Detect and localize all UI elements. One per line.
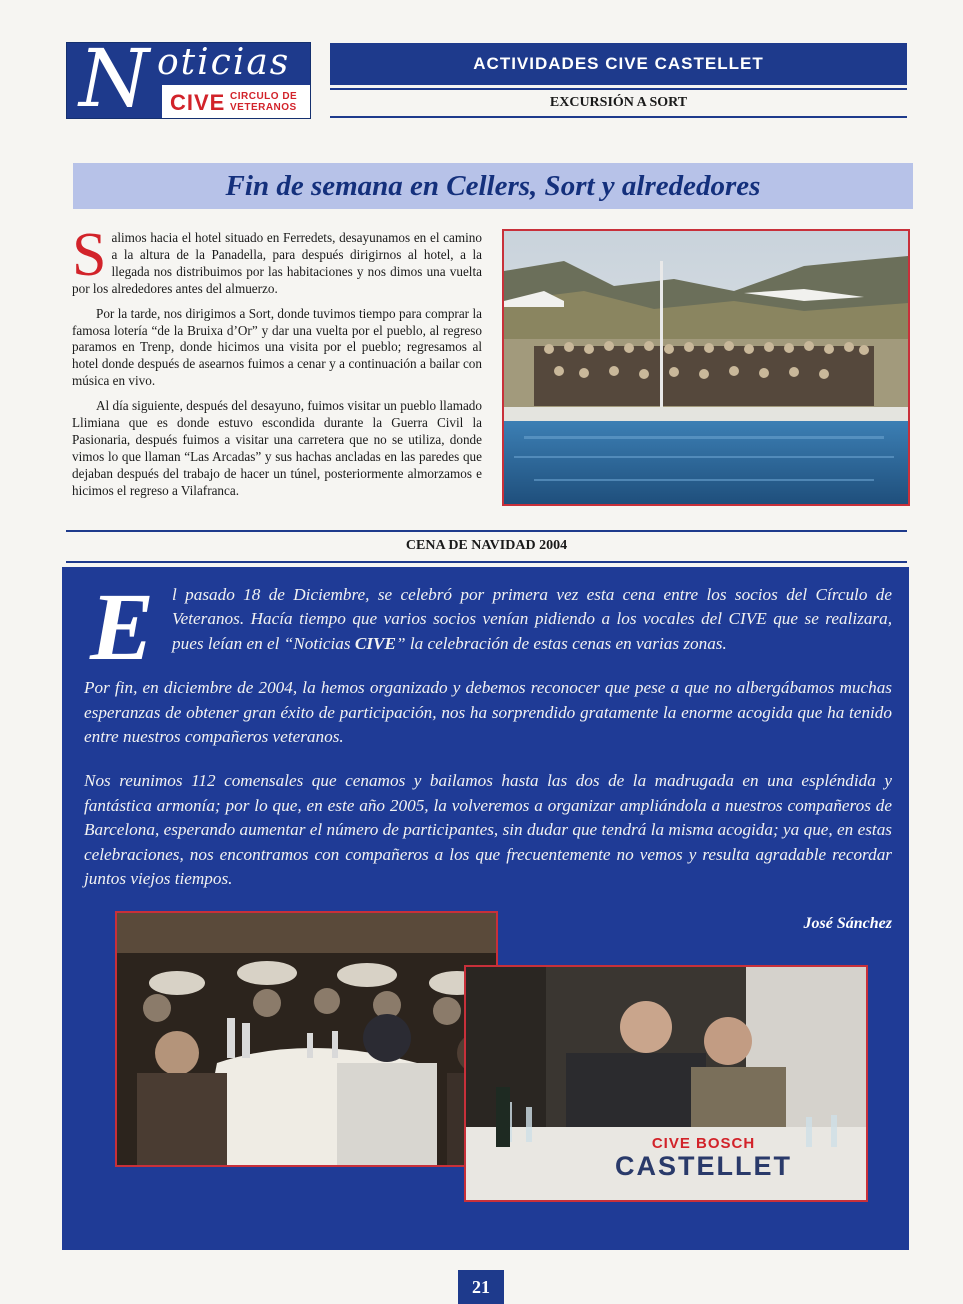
drop-cap-e: E [90,573,155,680]
christmas-article-body [84,573,892,911]
logo-brand: CIVE [170,90,226,115]
couple-photo [464,965,868,1202]
christmas-paragraph-1-text-b: ” la celebración de estas cenas en varias zonas. [395,633,727,653]
article-author: José Sánchez [803,915,892,932]
page-number: 21 [458,1270,504,1304]
article-paragraph-2: Por la tarde, nos dirigimos a Sort, donde tuvimos tiempo para comprar la famosa lotería “de la Bruixa d’Or” y dar una vuelta por el pueblo, al regreso paramos en Trenp, donde hicimos una visita por el pueblo; regresamos al hotel donde después de asearnos fuimos a cenar y a continuación a bailar con música en vivo. [72,305,482,389]
article-paragraph-1 [72,221,482,298]
logo-wordmark: oticias [157,42,291,83]
section-header: ACTIVIDADES CIVE CASTELLET [330,43,907,85]
section-label-christmas: CENA DE NAVIDAD 2004 [405,538,568,553]
drop-cap: S [72,221,107,289]
article-body [72,221,482,508]
logo-brand-sub-2: VETERANOS [230,102,297,113]
group-photo-pool [502,229,910,506]
table-sign [591,1135,816,1180]
section-divider-bottom [66,561,907,563]
logo-brand-sub-1: CIRCULO DE [230,91,298,102]
logo-subbox [162,85,310,118]
article-title-band [73,163,913,209]
paragraph-1-text: alimos hacia el hotel situado en Ferredets, desayunamos en el camino a la altura de la Panadella, para después dirigirnos al hotel, a la llegada nos distribuimos por las habitaciones y nos dimos una vuelta por los alrededores antes del almuerzo. [72,230,482,296]
table-sign-bottom: CASTELLET [615,1151,792,1181]
christmas-paragraph-3: Nos reunimos 112 comensales que cenamos y bailamos hasta las dos de la madrugada en una espléndida y fantástica armonía; por lo que, en este año 2005, la volveremos a organizar ampliándola a nuestros compañeros de Barcelona, esperando aumentar el número de participantes, sin dudar que tendrá la misma acogida; ya que, en estas celebraciones, nos encontramos con compañeros a los que frecuentemente no vemos y resulta agradable recordar juntos viejos tiempos. [84,771,892,889]
christmas-paragraph-1-text-a: l pasado 18 de Diciembre, se celebró por primera vez esta cena entre los socios del Círculo de Veteranos. Hacía tiempo que varios socios venían pidiendo a los vocales del CIVE que se realizara, pues leían en el “Noticias [172,585,892,653]
logo-brand-sub [230,91,297,113]
dinner-photo [115,911,498,1167]
logo-initial: N [79,32,149,125]
christmas-paragraph-2: Por fin, en diciembre de 2004, la hemos organizado y debemos reconocer que pese a que no albergábamos muchas esperanzas de obtener gran éxito de participación, nos ha sorprendido gratamente la enorme acogida que ha tenido entre nuestros compañeros veteranos. [84,678,892,747]
article-title: Fin de semana en Cellers, Sort y alrededores [225,169,761,202]
subsection-header: EXCURSIÓN A SORT [330,88,907,118]
table-sign-top: CIVE BOSCH [651,1135,756,1152]
noticias-cive-logo [66,32,311,125]
article-paragraph-3: Al día siguiente, después del desayuno, fuimos visitar un pueblo llamado Llimiana que es donde estuvo escondida durante la Guerra Civil la Pasionaria, después fuimos a visitar una carretera que no se utiliza, donde vimos lo que llaman “Las Arcadas” y sus hachas ancladas en las paredes que dejaban después del trabajo de hacer un túnel, posteriormente almorzamos e hicimos el regreso a Vilafranca. [72,398,482,498]
christmas-paragraph-1-brand: CIVE [354,633,396,653]
christmas-paragraph-1 [84,573,892,680]
